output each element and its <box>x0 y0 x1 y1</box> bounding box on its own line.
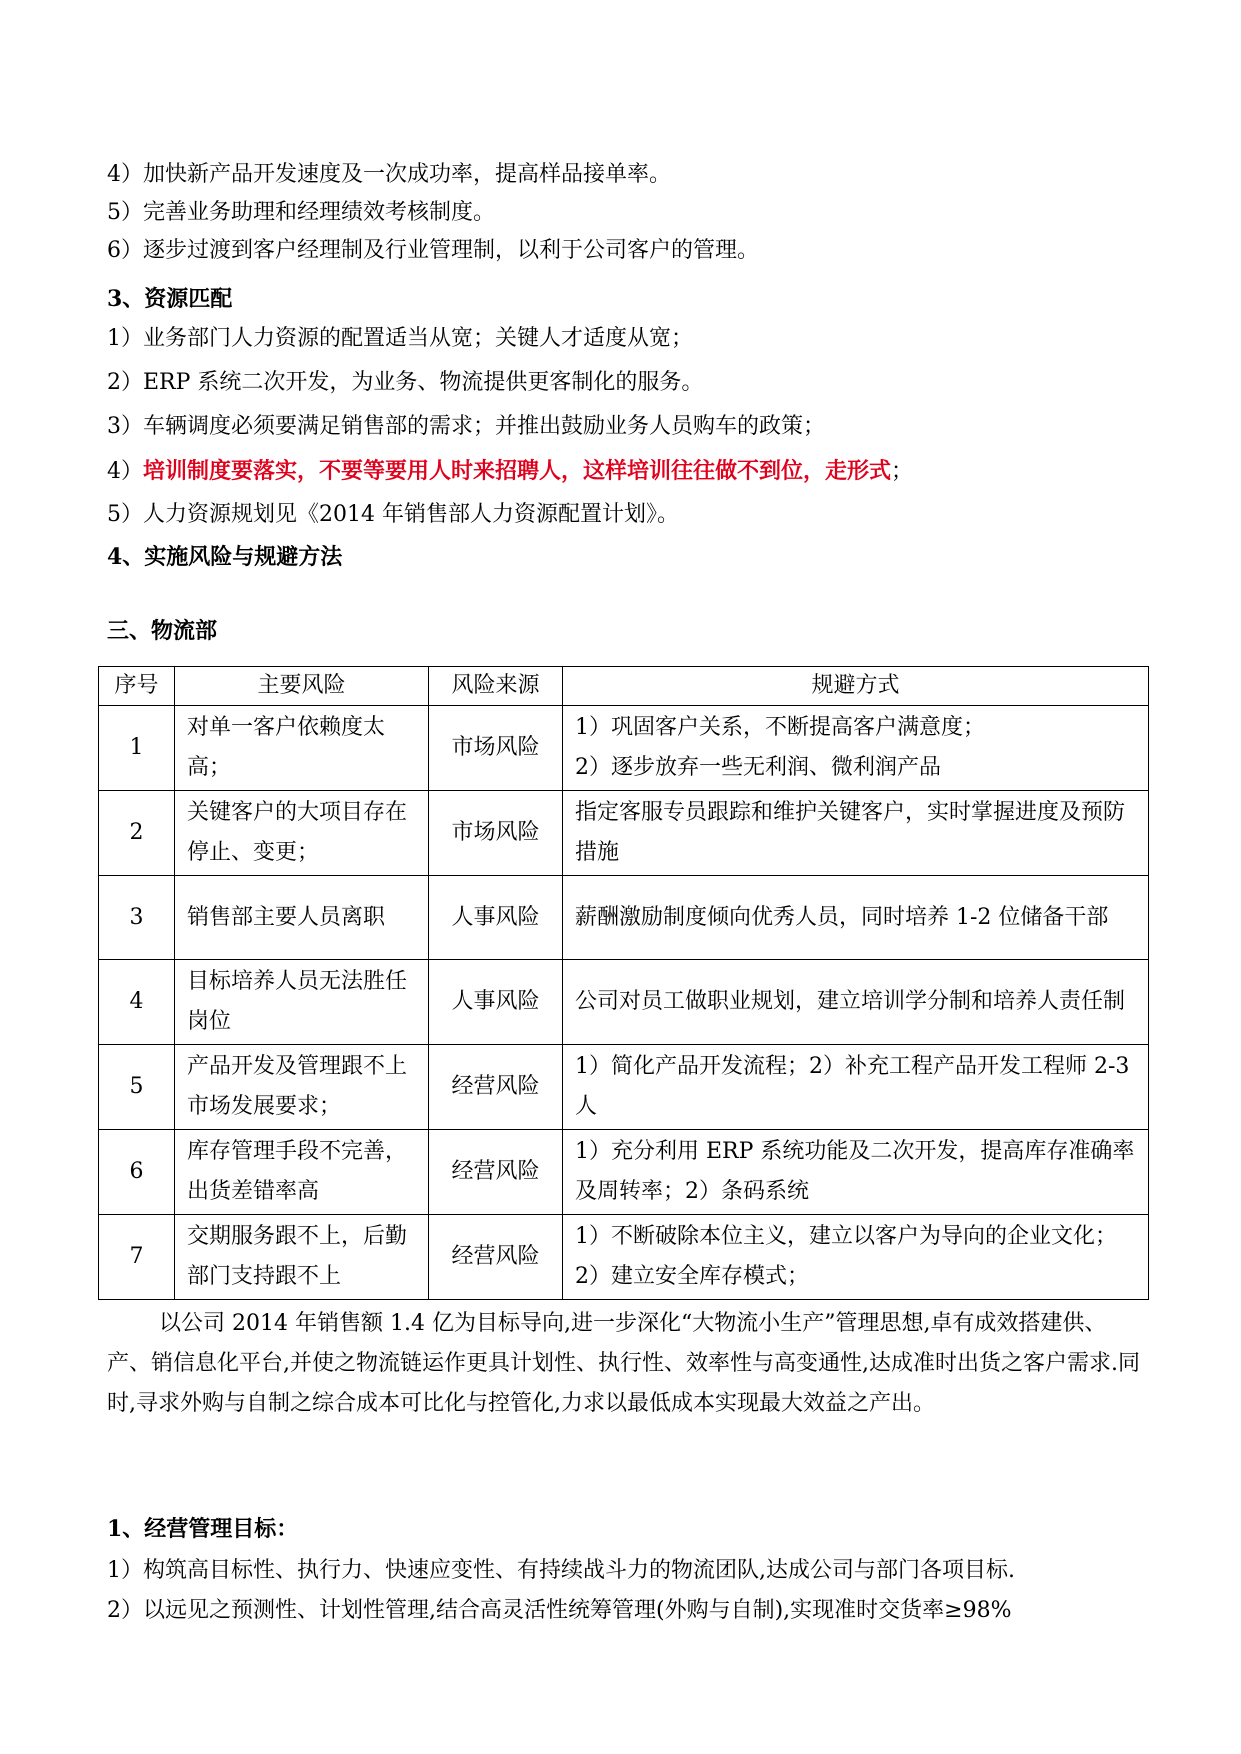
item-suffix: ； <box>891 459 914 484</box>
cell-no: 6 <box>99 1130 175 1215</box>
header-cell: 序号 <box>99 667 175 706</box>
goal-item: 2）以远见之预测性、计划性管理,结合高灵活性统筹管理(外购与自制),实现准时交货率≥98% <box>107 1598 1012 1623</box>
table-row <box>99 1130 1149 1215</box>
cell-source: 人事风险 <box>429 876 563 960</box>
text-line: 5）完善业务助理和经理绩效考核制度。 <box>107 200 495 225</box>
cell-method: 薪酬激励制度倾向优秀人员，同时培养 1-2 位储备干部 <box>563 876 1149 960</box>
cell-risk: 关键客户的大项目存在停止、变更； <box>175 791 429 876</box>
resource-item-highlight <box>107 456 913 487</box>
heading-risk: 4、实施风险与规避方法 <box>107 544 343 570</box>
cell-method: 公司对员工做职业规划，建立培训学分制和培养人责任制 <box>563 960 1149 1045</box>
cell-risk: 对单一客户依赖度太高； <box>175 706 429 791</box>
cell-source: 经营风险 <box>429 1045 563 1130</box>
cell-no: 1 <box>99 706 175 791</box>
table-row <box>99 706 1149 791</box>
table-row <box>99 791 1149 876</box>
table-row <box>99 1045 1149 1130</box>
item-prefix: 4） <box>107 459 143 484</box>
summary-text: 以公司 2014 年销售额 1.4 亿为目标导向,进一步深化“大物流小生产”管理思想,卓有成效搭建供、产、销信息化平台,并使之物流链运作更具计划性、执行性、效率性与高变通性,达成准时出货之客户需求.同时,寻求外购与自制之综合成本可比化与控管化,力求以最低成本实现最大效益之产出。 <box>107 1311 1140 1416</box>
cell-method: 1）简化产品开发流程；2）补充工程产品开发工程师 2-3 人 <box>563 1045 1149 1130</box>
cell-risk: 库存管理手段不完善，出货差错率高 <box>175 1130 429 1215</box>
heading-resource-matching: 3、资源匹配 <box>107 286 233 312</box>
resource-item: 1）业务部门人力资源的配置适当从宽；关键人才适度从宽； <box>107 326 693 351</box>
table-row <box>99 960 1149 1045</box>
resource-item: 5）人力资源规划见《2014 年销售部人力资源配置计划》。 <box>107 502 679 527</box>
red-emphasis-text: 培训制度要落实，不要等要用人时来招聘人，这样培训往往做不到位，走形式 <box>143 458 892 484</box>
cell-method: 1）不断破除本位主义，建立以客户为导向的企业文化；2）建立安全库存模式； <box>563 1215 1149 1300</box>
cell-method: 1）巩固客户关系，不断提高客户满意度； 2）逐步放弃一些无利润、微利润产品 <box>563 706 1149 791</box>
text-line: 6）逐步过渡到客户经理制及行业管理制，以利于公司客户的管理。 <box>107 238 759 263</box>
resource-item: 2）ERP 系统二次开发，为业务、物流提供更客制化的服务。 <box>107 370 704 395</box>
cell-risk: 目标培养人员无法胜任岗位 <box>175 960 429 1045</box>
cell-no: 3 <box>99 876 175 960</box>
cell-no: 4 <box>99 960 175 1045</box>
cell-method: 指定客服专员跟踪和维护关键客户，实时掌握进度及预防措施 <box>563 791 1149 876</box>
cell-risk: 销售部主要人员离职 <box>175 876 429 960</box>
table-header-row <box>99 667 1149 706</box>
cell-method: 1）充分利用 ERP 系统功能及二次开发，提高库存准确率及周转率；2）条码系统 <box>563 1130 1149 1215</box>
text-line: 4）加快新产品开发速度及一次成功率，提高样品接单率。 <box>107 162 671 187</box>
goal-item: 1）构筑高目标性、执行力、快速应变性、有持续战斗力的物流团队,达成公司与部门各项目标. <box>107 1558 1015 1583</box>
cell-no: 5 <box>99 1045 175 1130</box>
summary-paragraph <box>107 1304 1147 1424</box>
cell-source: 市场风险 <box>429 791 563 876</box>
heading-goals: 1、经营管理目标： <box>107 1516 299 1542</box>
section-title: 三、物流部 <box>107 618 218 644</box>
risk-table <box>98 666 1149 1300</box>
cell-source: 人事风险 <box>429 960 563 1045</box>
header-cell: 风险来源 <box>429 667 563 706</box>
table-row <box>99 876 1149 960</box>
cell-source: 市场风险 <box>429 706 563 791</box>
cell-risk: 交期服务跟不上，后勤部门支持跟不上 <box>175 1215 429 1300</box>
table-row <box>99 1215 1149 1300</box>
cell-no: 2 <box>99 791 175 876</box>
cell-source: 经营风险 <box>429 1215 563 1300</box>
resource-item: 3）车辆调度必须要满足销售部的需求；并推出鼓励业务人员购车的政策； <box>107 414 825 439</box>
cell-no: 7 <box>99 1215 175 1300</box>
cell-risk: 产品开发及管理跟不上市场发展要求； <box>175 1045 429 1130</box>
cell-source: 经营风险 <box>429 1130 563 1215</box>
header-cell: 主要风险 <box>175 667 429 706</box>
header-cell: 规避方式 <box>563 667 1149 706</box>
